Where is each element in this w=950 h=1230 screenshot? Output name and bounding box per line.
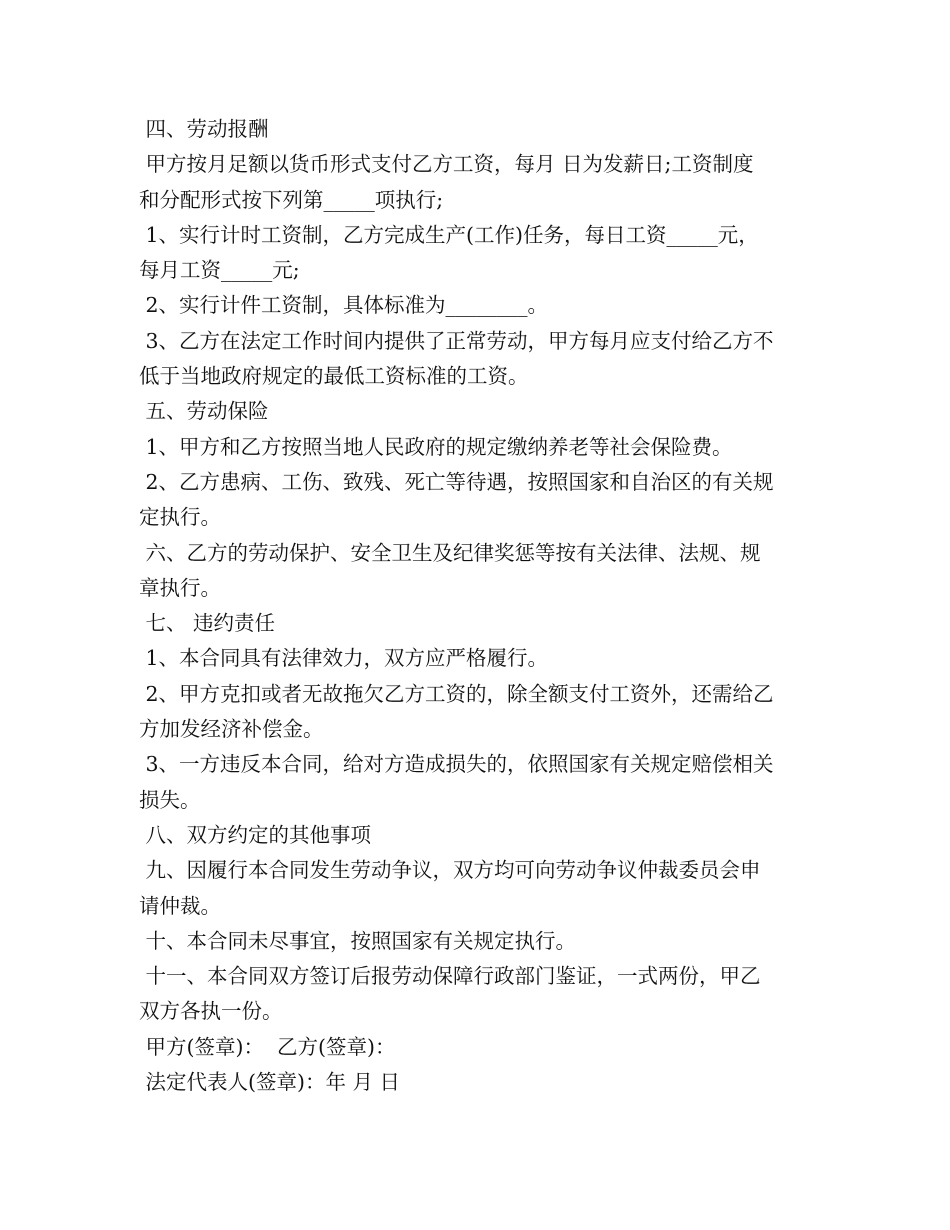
- signature-line-parties: 甲方(签章)： 乙方(签章)：: [139, 1034, 396, 1059]
- section-heading-certification: 十一、本合同双方签订后报劳动保障行政部门鉴证，一式两份，甲乙: [139, 964, 761, 989]
- section-heading-remuneration: 四、劳动报酬: [139, 117, 269, 141]
- section-heading-other-matters: 八、双方约定的其他事项: [139, 822, 372, 847]
- section-heading-insurance: 五、劳动保险: [139, 399, 269, 424]
- section-heading-protection: 六、乙方的劳动保护、安全卫生及纪律奖惩等按有关法律、法规、规: [139, 540, 761, 565]
- paragraph-line: 请仲裁。: [139, 893, 221, 918]
- paragraph-line: 每月工资_____元;: [139, 258, 300, 283]
- signature-line-representative: 法定代表人(签章)：年 月 日: [139, 1070, 401, 1095]
- paragraph-line: 双方各执一份。: [139, 999, 283, 1024]
- section-heading-disputes: 九、因履行本合同发生劳动争议，双方均可向劳动争议仲裁委员会申: [139, 858, 761, 883]
- document-body: [139, 112, 819, 1100]
- section-heading-liability: 七、 违约责任: [139, 611, 276, 636]
- paragraph-line: 低于当地政府规定的最低工资标准的工资。: [139, 364, 529, 389]
- paragraph-line: 1、实行计时工资制，乙方完成生产(工作)任务，每日工资_____元，: [139, 222, 759, 247]
- paragraph-line: 2、乙方患病、工伤、致残、死亡等待遇，按照国家和自治区的有关规: [139, 469, 774, 494]
- paragraph-line: 1、本合同具有法律效力，双方应严格履行。: [139, 646, 549, 671]
- paragraph-line: 和分配形式按下列第_____项执行;: [139, 187, 444, 212]
- paragraph-line: 2、实行计件工资制，具体标准为________。: [139, 293, 549, 318]
- paragraph-line: 章执行。: [139, 575, 221, 600]
- paragraph-line: 方加发经济补偿金。: [139, 717, 324, 742]
- paragraph-line: 3、一方违反本合同，给对方造成损失的，依照国家有关规定赔偿相关: [139, 752, 774, 777]
- paragraph-line: 1、甲方和乙方按照当地人民政府的规定缴纳养老等社会保险费。: [139, 434, 733, 459]
- paragraph-line: 损失。: [139, 787, 201, 812]
- paragraph-line: 甲方按月足额以货币形式支付乙方工资，每月 日为发薪日;工资制度: [139, 152, 754, 177]
- section-heading-unresolved: 十、本合同未尽事宜，按照国家有关规定执行。: [139, 928, 577, 953]
- paragraph-line: 2、甲方克扣或者无故拖欠乙方工资的，除全额支付工资外，还需给乙: [139, 681, 774, 706]
- paragraph-line: 3、乙方在法定工作时间内提供了正常劳动，甲方每月应支付给乙方不: [139, 328, 774, 353]
- paragraph-line: 定执行。: [139, 505, 221, 530]
